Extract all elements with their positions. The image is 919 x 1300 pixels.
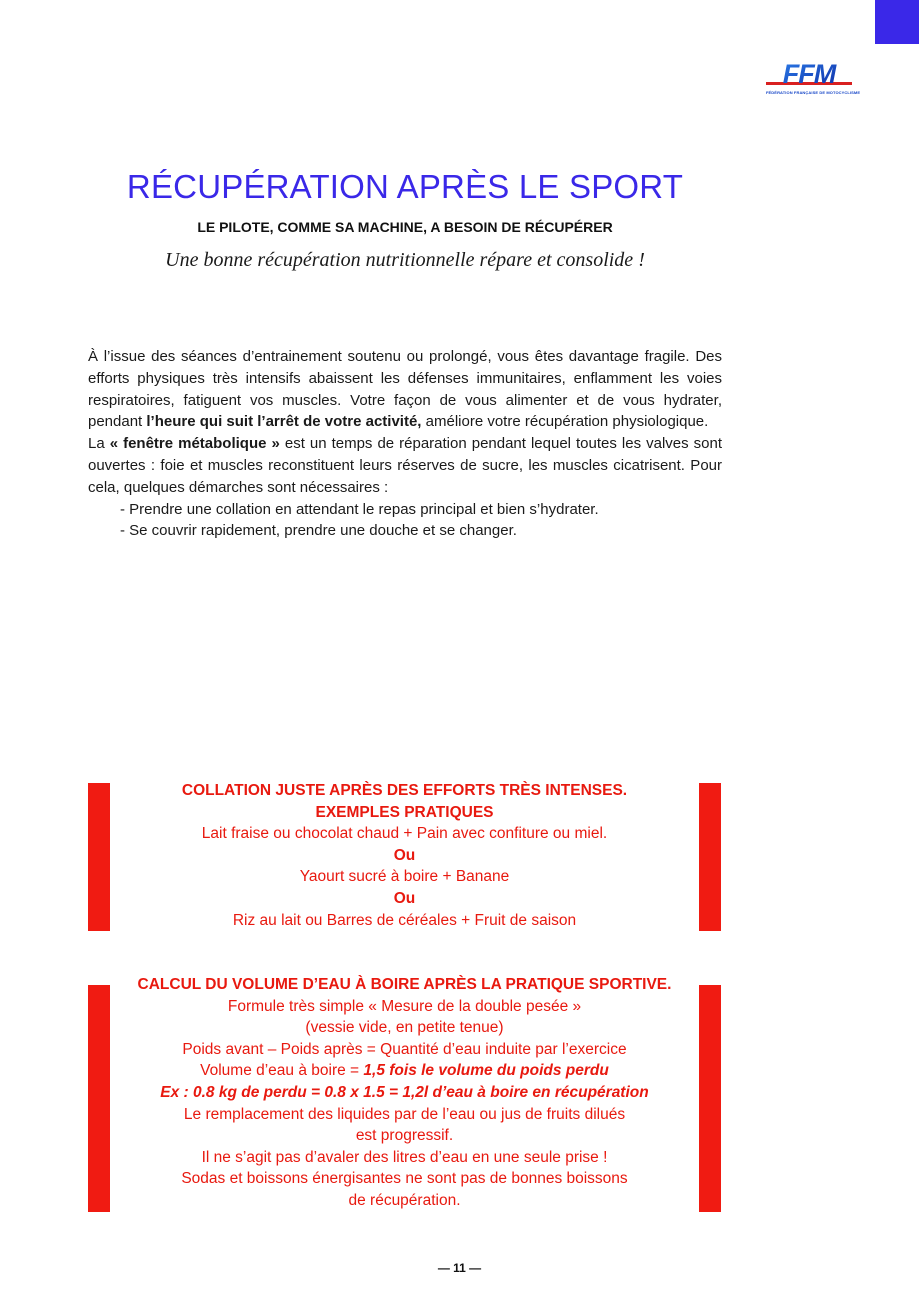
water-formula — [112, 1060, 697, 1082]
water-line: Sodas et boissons énergisantes ne sont pas de bonnes boissons — [181, 1170, 628, 1188]
page-title: RÉCUPÉRATION APRÈS LE SPORT — [126, 168, 684, 205]
intro-p2-text: La — [88, 435, 110, 453]
water-line: est progressif. — [355, 1127, 454, 1145]
red-bar-right — [699, 783, 721, 931]
intro-p1-text: À l’issue des séances d’entrainement soutenu ou prolongé, vous êtes davantage fragile. Des efforts physiques très intensifs abaissent les défenses immunitaires, enflamment les voies respiratoires, fatiguent vos muscles. Votre façon de vous alimenter et de vous hydrater, pendant — [88, 348, 722, 431]
list-item: - Prendre une collation en attendant le repas principal et bien s’hydrater. — [120, 500, 599, 518]
intro-p1-emphasis: l’heure qui suit l’arrêt de votre activité, — [146, 413, 422, 431]
ffm-logo-icon — [762, 62, 856, 90]
snack-option: Lait fraise ou chocolat chaud + Pain avec confiture ou miel. — [201, 825, 608, 843]
logo-text: FFM — [782, 62, 836, 89]
water-line: Il ne s’agit pas d’avaler des litres d’eau en une seule prise ! — [201, 1148, 608, 1166]
intro-text — [88, 346, 722, 542]
intro-p2-emphasis: « fenêtre métabolique » — [109, 435, 280, 453]
list-item: - Se couvrir rapidement, prendre une douche et se changer. — [120, 522, 517, 540]
page-tagline: Une bonne récupération nutritionnelle répare et consolide ! — [165, 249, 645, 271]
snack-option: Yaourt sucré à boire + Banane — [299, 868, 510, 886]
water-formula-label: Volume d’eau à boire = — [200, 1062, 364, 1080]
red-bar-left — [88, 783, 110, 931]
water-example: Ex : 0.8 kg de perdu = 0.8 x 1.5 = 1,2l d’eau à boire en récupération — [160, 1083, 649, 1101]
water-line: Le remplacement des liquides par de l’eau ou jus de fruits dilués — [183, 1105, 626, 1123]
water-calculation-box — [112, 974, 697, 1212]
logo-caption: FÉDÉRATION FRANÇAISE DE MOTOCYCLISME — [766, 90, 861, 95]
snack-examples-box — [112, 780, 697, 931]
water-line: Poids avant – Poids après = Quantité d’eau induite par l’exercice — [182, 1040, 627, 1058]
page-number: — 11 — — [437, 1261, 482, 1275]
water-line: de récupération. — [348, 1191, 461, 1209]
intro-paragraph-2 — [88, 433, 722, 498]
ffm-logo — [762, 62, 861, 98]
snack-or: Ou — [393, 889, 416, 907]
snack-option: Riz au lait ou Barres de céréales + Fruit de saison — [232, 911, 577, 929]
intro-paragraph-1 — [88, 346, 722, 433]
corner-tab — [875, 0, 919, 44]
snack-or: Ou — [393, 846, 416, 864]
water-formula-value: 1,5 fois le volume du poids perdu — [363, 1062, 609, 1080]
recovery-steps-list — [88, 499, 722, 543]
intro-p1-text-end: améliore votre récupération physiologique. — [421, 413, 709, 431]
snack-heading: COLLATION JUSTE APRÈS DES EFFORTS TRÈS INTENSES. — [181, 782, 628, 799]
water-line: Formule très simple « Mesure de la double pesée » — [227, 997, 582, 1015]
red-bar-right — [699, 985, 721, 1212]
water-line: (vessie vide, en petite tenue) — [305, 1019, 504, 1037]
red-bar-left — [88, 985, 110, 1212]
water-heading: CALCUL DU VOLUME D’EAU À BOIRE APRÈS LA PRATIQUE SPORTIVE. — [137, 976, 672, 993]
page-subtitle: LE PILOTE, COMME SA MACHINE, A BESOIN DE RÉCUPÉRER — [197, 219, 613, 235]
snack-subheading: EXEMPLES PRATIQUES — [315, 803, 494, 821]
intro-p2-text-end: est un temps de réparation pendant lequel toutes les valves sont ouvertes : foie et muscles reconstituent leurs réserves de sucre, les muscles cicatrisent. Pour cela, quelques démarches sont nécessaires : — [88, 435, 722, 496]
